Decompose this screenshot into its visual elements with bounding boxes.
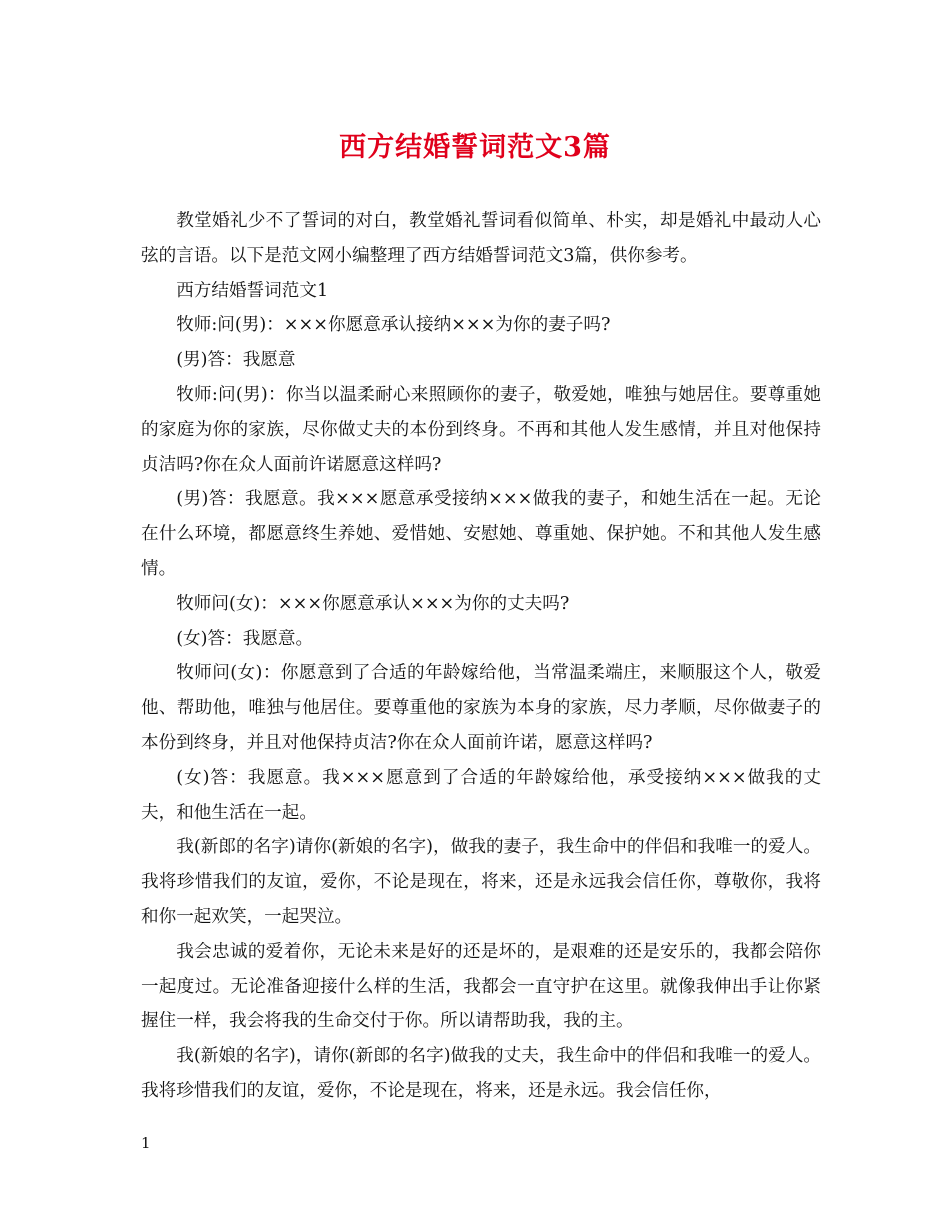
document-title: 西方结婚誓词范文3篇 xyxy=(339,132,611,163)
paragraph: (女)答：我愿意。 xyxy=(176,628,314,649)
paragraph: 牧师:问(男)：你当以温柔耐心来照顾你的妻子，敬爱她，唯独与她居住。要尊重她的家庭为你的家族，尽你做丈夫的本份到终身。不再和其他人发生感情，并且对他保持贞洁吗?你在众人面前许诺愿意这样吗? xyxy=(141,384,821,475)
paragraph: 我(新郎的名字)请你(新娘的名字)，做我的妻子，我生命中的伴侣和我唯一的爱人。我将珍惜我们的友谊，爱你，不论是现在，将来，还是永远我会信任你，尊敬你，我将和你一起欢笑，一起哭泣。 xyxy=(141,837,821,927)
paragraph: (男)答：我愿意 xyxy=(176,350,296,371)
paragraph: 牧师:问(男)：×××你愿意承认接纳×××为你的妻子吗? xyxy=(176,315,611,336)
paragraph: 牧师问(女)：你愿意到了合适的年龄嫁给他，当常温柔端庄，来顺服这个人，敬爱他、帮助他，唯独与他居住。要尊重他的家族为本身的家族，尽力孝顺，尽你做妻子的本份到终身，并且对他保持贞洁?你在众人面前许诺，愿意这样吗? xyxy=(141,663,821,753)
paragraph: (女)答：我愿意。我×××愿意到了合适的年龄嫁给他，承受接纳×××做我的丈夫，和他生活在一起。 xyxy=(141,767,821,823)
paragraph: 我会忠诚的爱着你，无论未来是好的还是坏的，是艰难的还是安乐的，我都会陪你一起度过。无论准备迎接什么样的生活，我都会一直守护在这里。就像我伸出手让你紧握住一样，我会将我的生命交付于你。所以请帮助我，我的主。 xyxy=(141,941,821,1032)
paragraph: 牧师问(女)：×××你愿意承认×××为你的丈夫吗? xyxy=(176,593,570,614)
paragraph: (男)答：我愿意。我×××愿意承受接纳×××做我的妻子，和她生活在一起。无论在什么环境，都愿意终生养她、爱惜她、安慰她、尊重她、保护她。不和其他人发生感情。 xyxy=(141,489,821,579)
page-number: 1 xyxy=(141,1134,151,1152)
document-body xyxy=(141,204,821,1109)
paragraph-intro: 教堂婚礼少不了誓词的对白，教堂婚礼誓词看似简单、朴实，却是婚礼中最动人心弦的言语。以下是范文网小编整理了西方结婚誓词范文3篇，供你参考。 xyxy=(141,211,821,266)
paragraph: 我(新娘的名字)，请你(新郎的名字)做我的丈夫，我生命中的伴侣和我唯一的爱人。我将珍惜我们的友谊，爱你，不论是现在，将来，还是永远。我会信任你， xyxy=(141,1046,821,1101)
section-heading: 西方结婚誓词范文1 xyxy=(176,280,329,301)
